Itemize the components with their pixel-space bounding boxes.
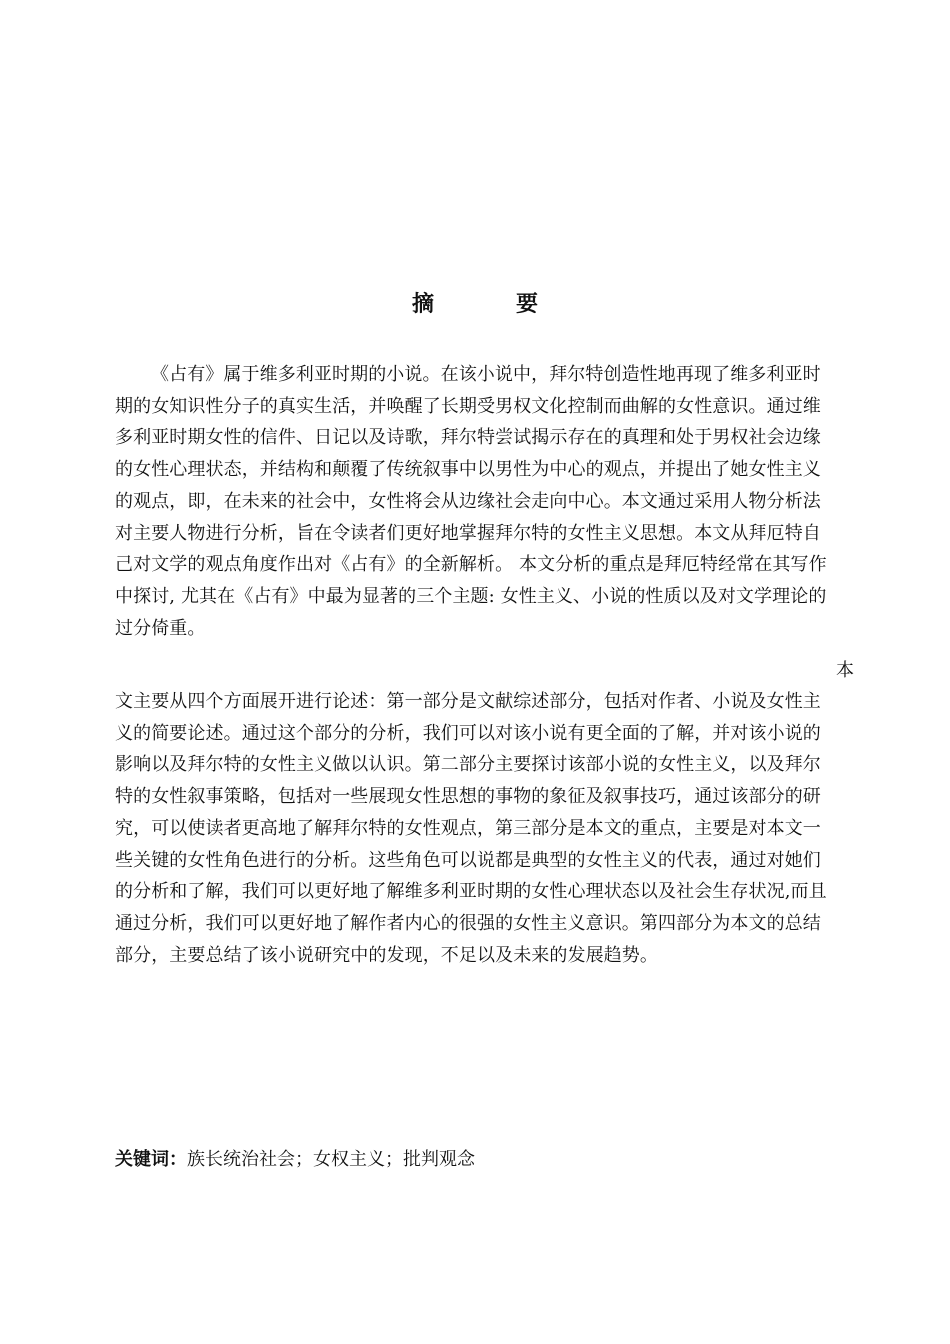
abstract-paragraph-1: 《占有》属于维多利亚时期的小说。在该小说中，拜尔特创造性地再现了维多利亚时期的女知识性分子的真实生活，并唤醒了长期受男权文化控制而曲解的女性意识。通过维多利亚时期女性的信件、日记以及诗歌，拜尔特尝试揭示存在的真理和处于男权社会边缘的女性心理状态，并结构和颠覆了传统叙事中以男性为中心的观点，并提出了她女性主义的观点，即，在未来的社会中，女性将会从边缘社会走向中心。本文通过采用人物分析法对主要人物进行分析，旨在令读者们更好地掌握拜尔特的女性主义思想。本文从拜厄特自己对文学的观点角度作出对《占有》的全新解析。 本文分析的重点是拜厄特经常在其写作中探讨, 尤其在《占有》中最为显著的三个主题: 女性主义、小说的性质以及对文学理论的过分倚重。 bbox=[115, 364, 827, 639]
abstract-paragraph-2: 文主要从四个方面展开进行论述：第一部分是文献综述部分，包括对作者、小说及女性主义的简要论述。通过这个部分的分析，我们可以对该小说有更全面的了解，并对该小说的影响以及拜尔特的女性主义做以认识。第二部分主要探讨该部小说的女性主义，以及拜尔特的女性叙事策略，包括对一些展现女性思想的事物的象征及叙事技巧，通过该部分的研究，可以使读者更高地了解拜尔特的女性观点，第三部分是本文的重点，主要是对本文一些关键的女性角色进行的分析。这些角色可以说都是典型的女性主义的代表，通过对她们的分析和了解，我们可以更好地了解维多利亚时期的女性心理状态以及社会生存状况,而且通过分析，我们可以更好地了解作者内心的很强的女性主义意识。第四部分为本文的总结部分，主要总结了该小说研究中的发现，不足以及未来的发展趋势。 bbox=[115, 691, 827, 966]
abstract-paragraph-2-first-char: 本 bbox=[836, 660, 854, 681]
keywords-line bbox=[115, 1146, 475, 1174]
keywords-label: 关键词： bbox=[115, 1149, 187, 1170]
abstract-title: 摘 要 bbox=[411, 292, 568, 317]
keywords-value: 族长统治社会；女权主义；批判观念 bbox=[187, 1149, 475, 1170]
